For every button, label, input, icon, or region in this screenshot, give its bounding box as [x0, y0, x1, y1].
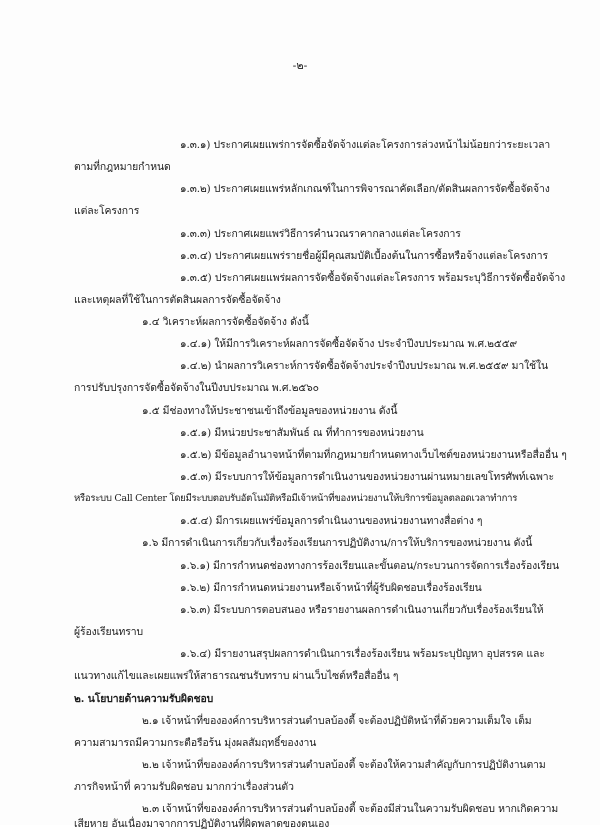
text-line: ตามที่กฎหมายกำหนด [74, 161, 171, 173]
text-line: ๑.๕.๑) มีหน่วยประชาสัมพันธ์ ณ ที่ทำการของหน่วยงาน [180, 427, 424, 439]
section-1-6-heading: ๑.๖ มีการดำเนินการเกี่ยวกับเรื่องร้องเรียนการปฏิบัติงาน/การให้บริการของหน่วยงาน ดังนี้ [142, 537, 533, 549]
text-line: ๒.๑ เจ้าหน้าที่ขององค์การบริหารส่วนตำบลบ้องตี้ จะต้องปฏิบัติหน้าที่ด้วยความเต็มใจ เต็ม [142, 715, 532, 727]
text-line: ๑.๖.๒) มีการกำหนดหน่วยงานหรือเจ้าหน้าที่ผู้รับผิดชอบเรื่องร้องเรียน [180, 582, 482, 594]
text-line: แนวทางแก้ไขและเผยแพร่ให้สาธารณชนรับทราบ ผ่านเว็บไซต์หรือสื่ออื่น ๆ [74, 670, 399, 682]
section-2-heading: ๒. นโยบายด้านความรับผิดชอบ [74, 693, 214, 705]
page-number: -๒- [292, 59, 308, 72]
text-line: ๑.๓.๓) ประกาศเผยแพร่วิธีการคำนวณราคากลางแต่ละโครงการ [180, 228, 461, 240]
text-line: ๑.๕.๓) มีระบบการให้ข้อมูลการดำเนินงานของหน่วยงานผ่านหมายเลขโทรศัพท์เฉพาะ [180, 471, 554, 483]
section-1-4-heading: ๑.๔ วิเคราะห์ผลการจัดซื้อจัดจ้าง ดังนี้ [142, 316, 309, 328]
text-line: ๑.๕.๒) มีข้อมูลอำนาจหน้าที่ตามที่กฎหมายกำหนดทางเว็บไซต์ของหน่วยงานหรือสื่ออื่น ๆ [180, 449, 567, 461]
text-line: ๑.๓.๒) ประกาศเผยแพร่หลักเกณฑ์ในการพิจารณาคัดเลือก/ตัดสินผลการจัดซื้อจัดจ้าง [180, 183, 550, 195]
text-line: ๒.๓ เจ้าหน้าที่ขององค์การบริหารส่วนตำบลบ้องตี้ จะต้องมีส่วนในความรับผิดชอบ หากเกิดความ [142, 803, 559, 815]
text-line: ๑.๖.๔) มีรายงานสรุปผลการดำเนินการเรื่องร้องเรียน พร้อมระบุปัญหา อุปสรรค และ [180, 648, 545, 660]
text-line: ๑.๖.๓) มีระบบการตอบสนอง หรือรายงานผลการดำเนินงานเกี่ยวกับเรื่องร้องเรียนให้ [180, 604, 544, 616]
text-line: หรือระบบ Call Center โดยมีระบบตอบรับอัตโนมัติหรือมีเจ้าหน้าที่ของหน่วยงานให้บริการข้อมูลตลอดเวลาทำการ [74, 493, 518, 504]
text-line: ๑.๔.๑) ให้มีการวิเคราะห์ผลการจัดซื้อจัดจ้าง ประจำปีงบประมาณ พ.ศ.๒๕๕๙ [180, 338, 517, 350]
text-line: แต่ละโครงการ [74, 205, 140, 217]
text-line: และเหตุผลที่ใช้ในการตัดสินผลการจัดซื้อจัดจ้าง [74, 294, 281, 306]
text-line: ๑.๖.๑) มีการกำหนดช่องทางการร้องเรียนและขั้นตอน/กระบวนการจัดการเรื่องร้องเรียน [180, 560, 560, 572]
text-line: ๑.๓.๕) ประกาศเผยแพร่ผลการจัดซื้อจัดจ้างแต่ละโครงการ พร้อมระบุวิธีการจัดซื้อจัดจ้าง [180, 272, 566, 284]
text-line: ๑.๓.๑) ประกาศเผยแพร่การจัดซื้อจัดจ้างแต่ละโครงการล่วงหน้าไม่น้อยกว่าระยะเวลา [180, 139, 551, 151]
text-line: ผู้ร้องเรียนทราบ [74, 626, 143, 638]
text-line: เสียหาย อันเนื่องมาจากการปฏิบัติงานที่ผิดพลาดของตนเอง [74, 818, 330, 830]
text-line: ๑.๔.๒) นำผลการวิเคราะห์การจัดซื้อจัดจ้างประจำปีงบประมาณ พ.ศ.๒๕๕๙ มาใช้ใน [180, 360, 548, 372]
text-line: ความสามารถมีความกระตือรือร้น มุ่งผลสัมฤทธิ์ของงาน [74, 737, 317, 749]
section-1-5-heading: ๑.๕ มีช่องทางให้ประชาชนเข้าถึงข้อมูลของหน่วยงาน ดังนี้ [142, 405, 398, 417]
text-line: การปรับปรุงการจัดซื้อจัดจ้างในปีงบประมาณ พ.ศ.๒๕๖๐ [74, 382, 319, 394]
text-line: ๑.๓.๔) ประกาศเผยแพร่รายชื่อผู้มีคุณสมบัติเบื้องต้นในการซื้อหรือจ้างแต่ละโครงการ [180, 250, 548, 262]
text-line: ภารกิจหน้าที่ ความรับผิดชอบ มากกว่าเรื่องส่วนตัว [74, 781, 294, 793]
text-line: ๑.๕.๔) มีการเผยแพร่ข้อมูลการดำเนินงานของหน่วยงานทางสื่อต่าง ๆ [180, 515, 483, 527]
text-line: ๒.๒ เจ้าหน้าที่ขององค์การบริหารส่วนตำบลบ้องตี้ จะต้องให้ความสำคัญกับการปฏิบัติงานตาม [142, 759, 546, 771]
